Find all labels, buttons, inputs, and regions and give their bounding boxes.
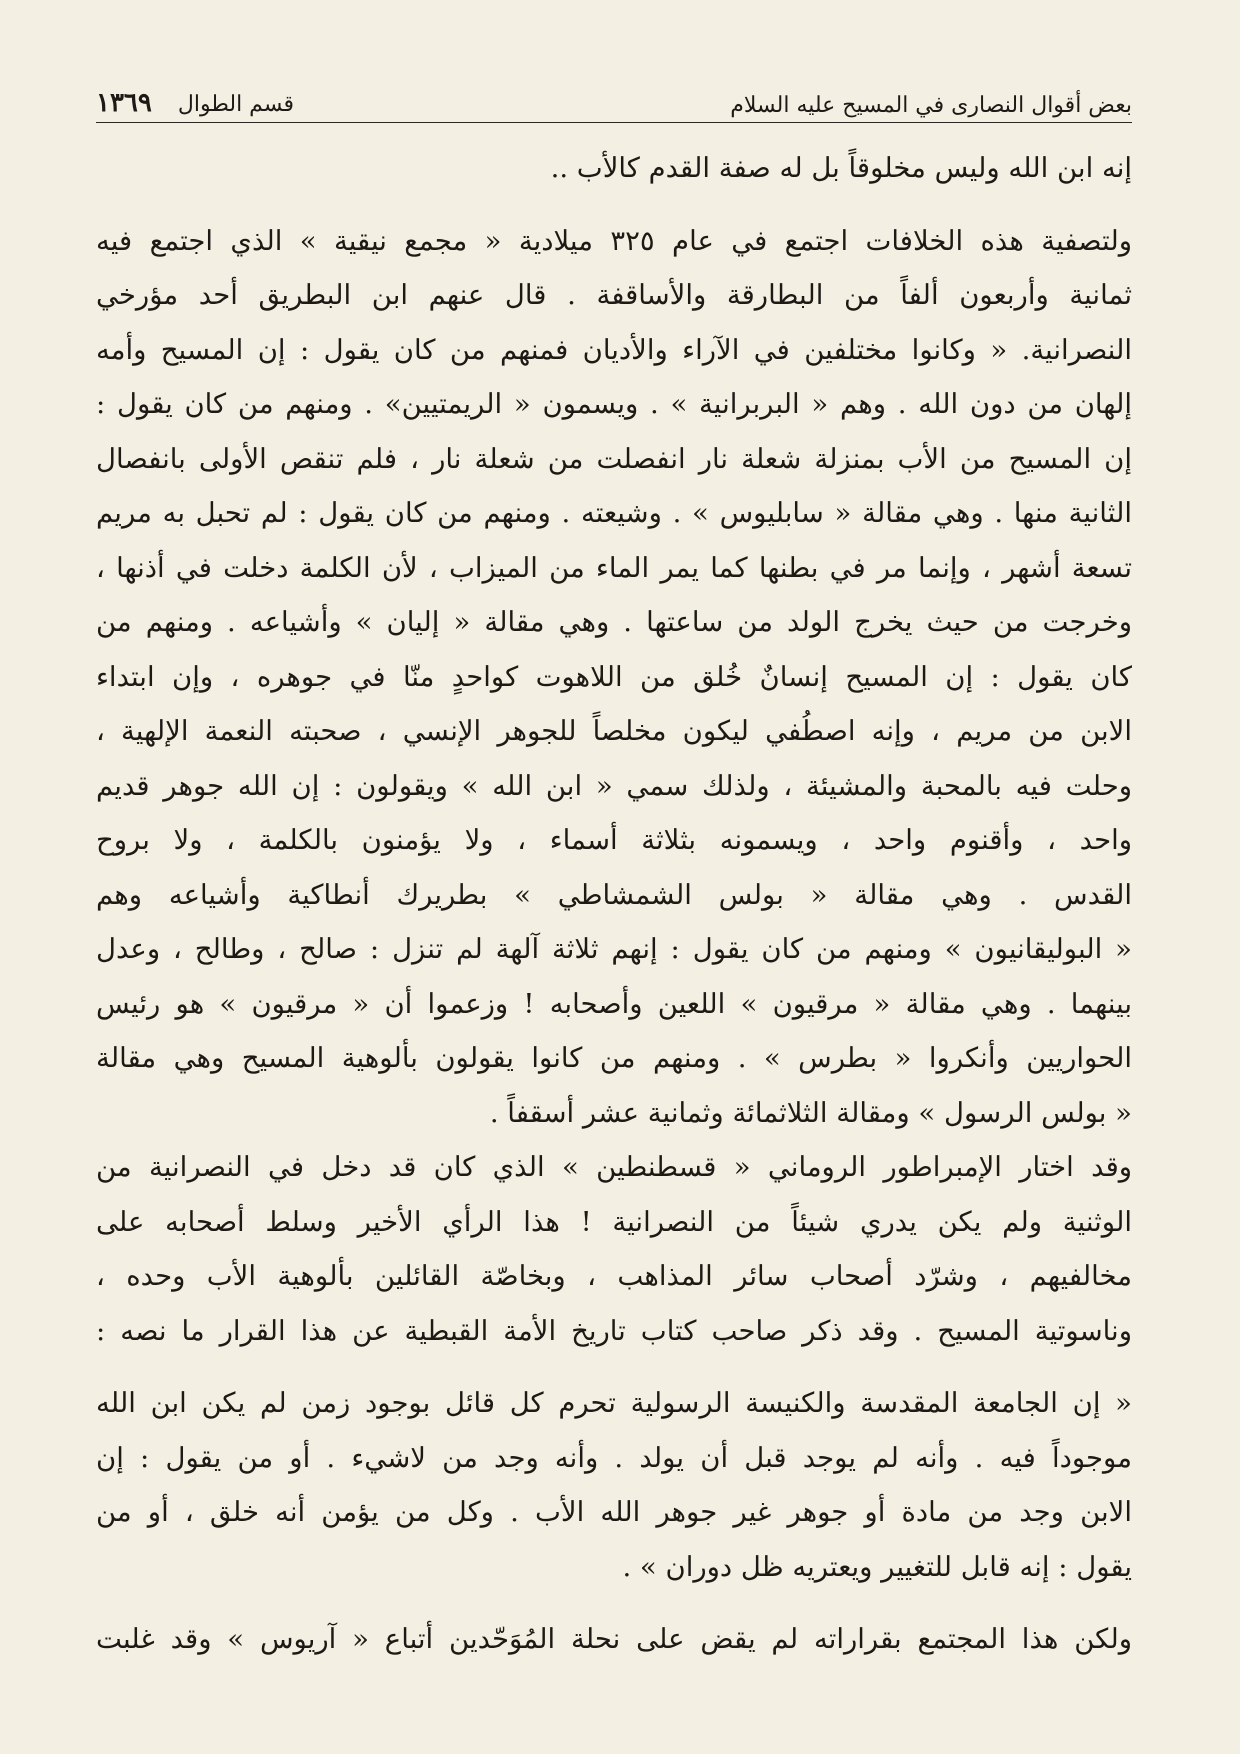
text-line: الابن وجد من مادة أو جوهر غير جوهر الله الأب . وكل من يؤمن أنه خلق ، أو من [96,1496,1132,1528]
paragraph-1 [96,141,1132,196]
text-line: مخالفيهم ، وشرّد أصحاب سائر المذاهب ، وبخاصّة القائلين بألوهية الأب وحده ، [96,1260,1132,1292]
text-line: النصرانية. « وكانوا مختلفين في الآراء والأديان فمنهم من كان يقول : إن المسيح وأمه [96,333,1132,366]
paragraph-3 [96,1140,1132,1358]
text-line: « البوليقانيون » ومنهم من كان يقول : إنهم ثلاثة آلهة لم تنزل : صالح ، وطالح ، وعدل [96,933,1132,965]
text-line: موجوداً فيه . وأنه لم يوجد قبل أن يولد . وأنه وجد من لاشيء . أو من يقول : إن [96,1441,1132,1474]
text-line: يقول : إنه قابل للتغيير ويعتريه ظل دوران » . [622,1550,1132,1583]
text-line: إنه ابن الله وليس مخلوقاً بل له صفة القدم كالأب .. [550,152,1132,184]
text-line: إلهان من دون الله . وهم « البربرانية » . ويسمون « الريمتيين» . ومنهم من كان يقول : [96,388,1132,420]
text-line: الوثنية ولم يكن يدري شيئاً من النصرانية ! هذا الرأي الأخير وسلط أصحابه على [96,1205,1132,1238]
text-line: الحواريين وأنكروا « بطرس » . ومنهم من كانوا يقولون بألوهية المسيح وهي مقالة [96,1042,1132,1074]
text-line: واحد ، وأقنوم واحد ، ويسمونه بثلاثة أسماء ، ولا يؤمنون بالكلمة ، ولا بروح [96,824,1132,856]
text-line: ولكن هذا المجتمع بقراراته لم يقض على نحلة المُوَحّدين أتباع « آريوس » وقد غلبت [96,1623,1132,1655]
text-line: الابن من مريم ، وإنه اصطُفي ليكون مخلصاً للجوهر الإنسي ، صحبته النعمة الإلهية ، [96,715,1132,747]
text-line: وخرجت من حيث يخرج الولد من ساعتها . وهي مقالة « إليان » وأشياعه . ومنهم من [96,606,1132,638]
page-number: ١٣٦٩ [96,88,152,118]
text-line: وناسوتية المسيح . وقد ذكر صاحب كتاب تاريخ الأمة القبطية عن هذا القرار ما نصه : [96,1314,1132,1347]
text-line: تسعة أشهر ، وإنما مر في بطنها كما يمر الماء من الميزاب ، لأن الكلمة دخلت في أذنها ، [96,551,1132,584]
header-left-group [96,88,294,118]
text-line: إن المسيح من الأب بمنزلة شعلة نار انفصلت من شعلة نار ، فلم تنقص الأولى بانفصال [96,442,1132,475]
page-body [96,141,1132,1667]
paragraph-2 [96,214,1132,1141]
text-line: كان يقول : إن المسيح إنسانٌ خُلق من اللاهوت كواحدٍ منّا في جوهره ، وإن ابتداء [96,660,1132,693]
text-line: القدس . وهي مقالة « بولس الشمشاطي » بطريرك أنطاكية وأشياعه وهم [96,878,1132,911]
section-name: قسم الطوال [177,92,294,117]
running-header [96,70,1132,123]
text-line: « إن الجامعة المقدسة والكنيسة الرسولية تحرم كل قائل بوجود زمن لم يكن ابن الله [96,1387,1132,1419]
text-line: بينهما . وهي مقالة « مرقيون » اللعين وأصحابه ! وزعموا أن « مرقيون » هو رئيس [96,987,1132,1020]
text-line: وقد اختار الإمبراطور الروماني « قسطنطين » الذي كان قد دخل في النصرانية من [96,1151,1132,1183]
text-line: وحلت فيه بالمحبة والمشيئة ، ولذلك سمي « ابن الله » ويقولون : إن الله جوهر قديم [96,769,1132,802]
text-line: ولتصفية هذه الخلافات اجتمع في عام ٣٢٥ ميلادية « مجمع نيقية » الذي اجتمع فيه [96,224,1132,257]
text-line: الثانية منها . وهي مقالة « سابليوس » . وشيعته . ومنهم من كان يقول : لم تحبل به مريم [96,497,1132,529]
text-line: ثمانية وأربعون ألفاً من البطارقة والأساقفة . قال عنهم ابن البطريق أحد مؤرخي [96,279,1132,311]
running-title: بعض أقوال النصارى في المسيح عليه السلام [730,93,1132,118]
paragraph-5 [96,1612,1132,1667]
paragraph-4-quote [96,1376,1132,1594]
text-line: « بولس الرسول » ومقالة الثلاثمائة وثمانية عشر أسقفاً . [489,1096,1132,1129]
